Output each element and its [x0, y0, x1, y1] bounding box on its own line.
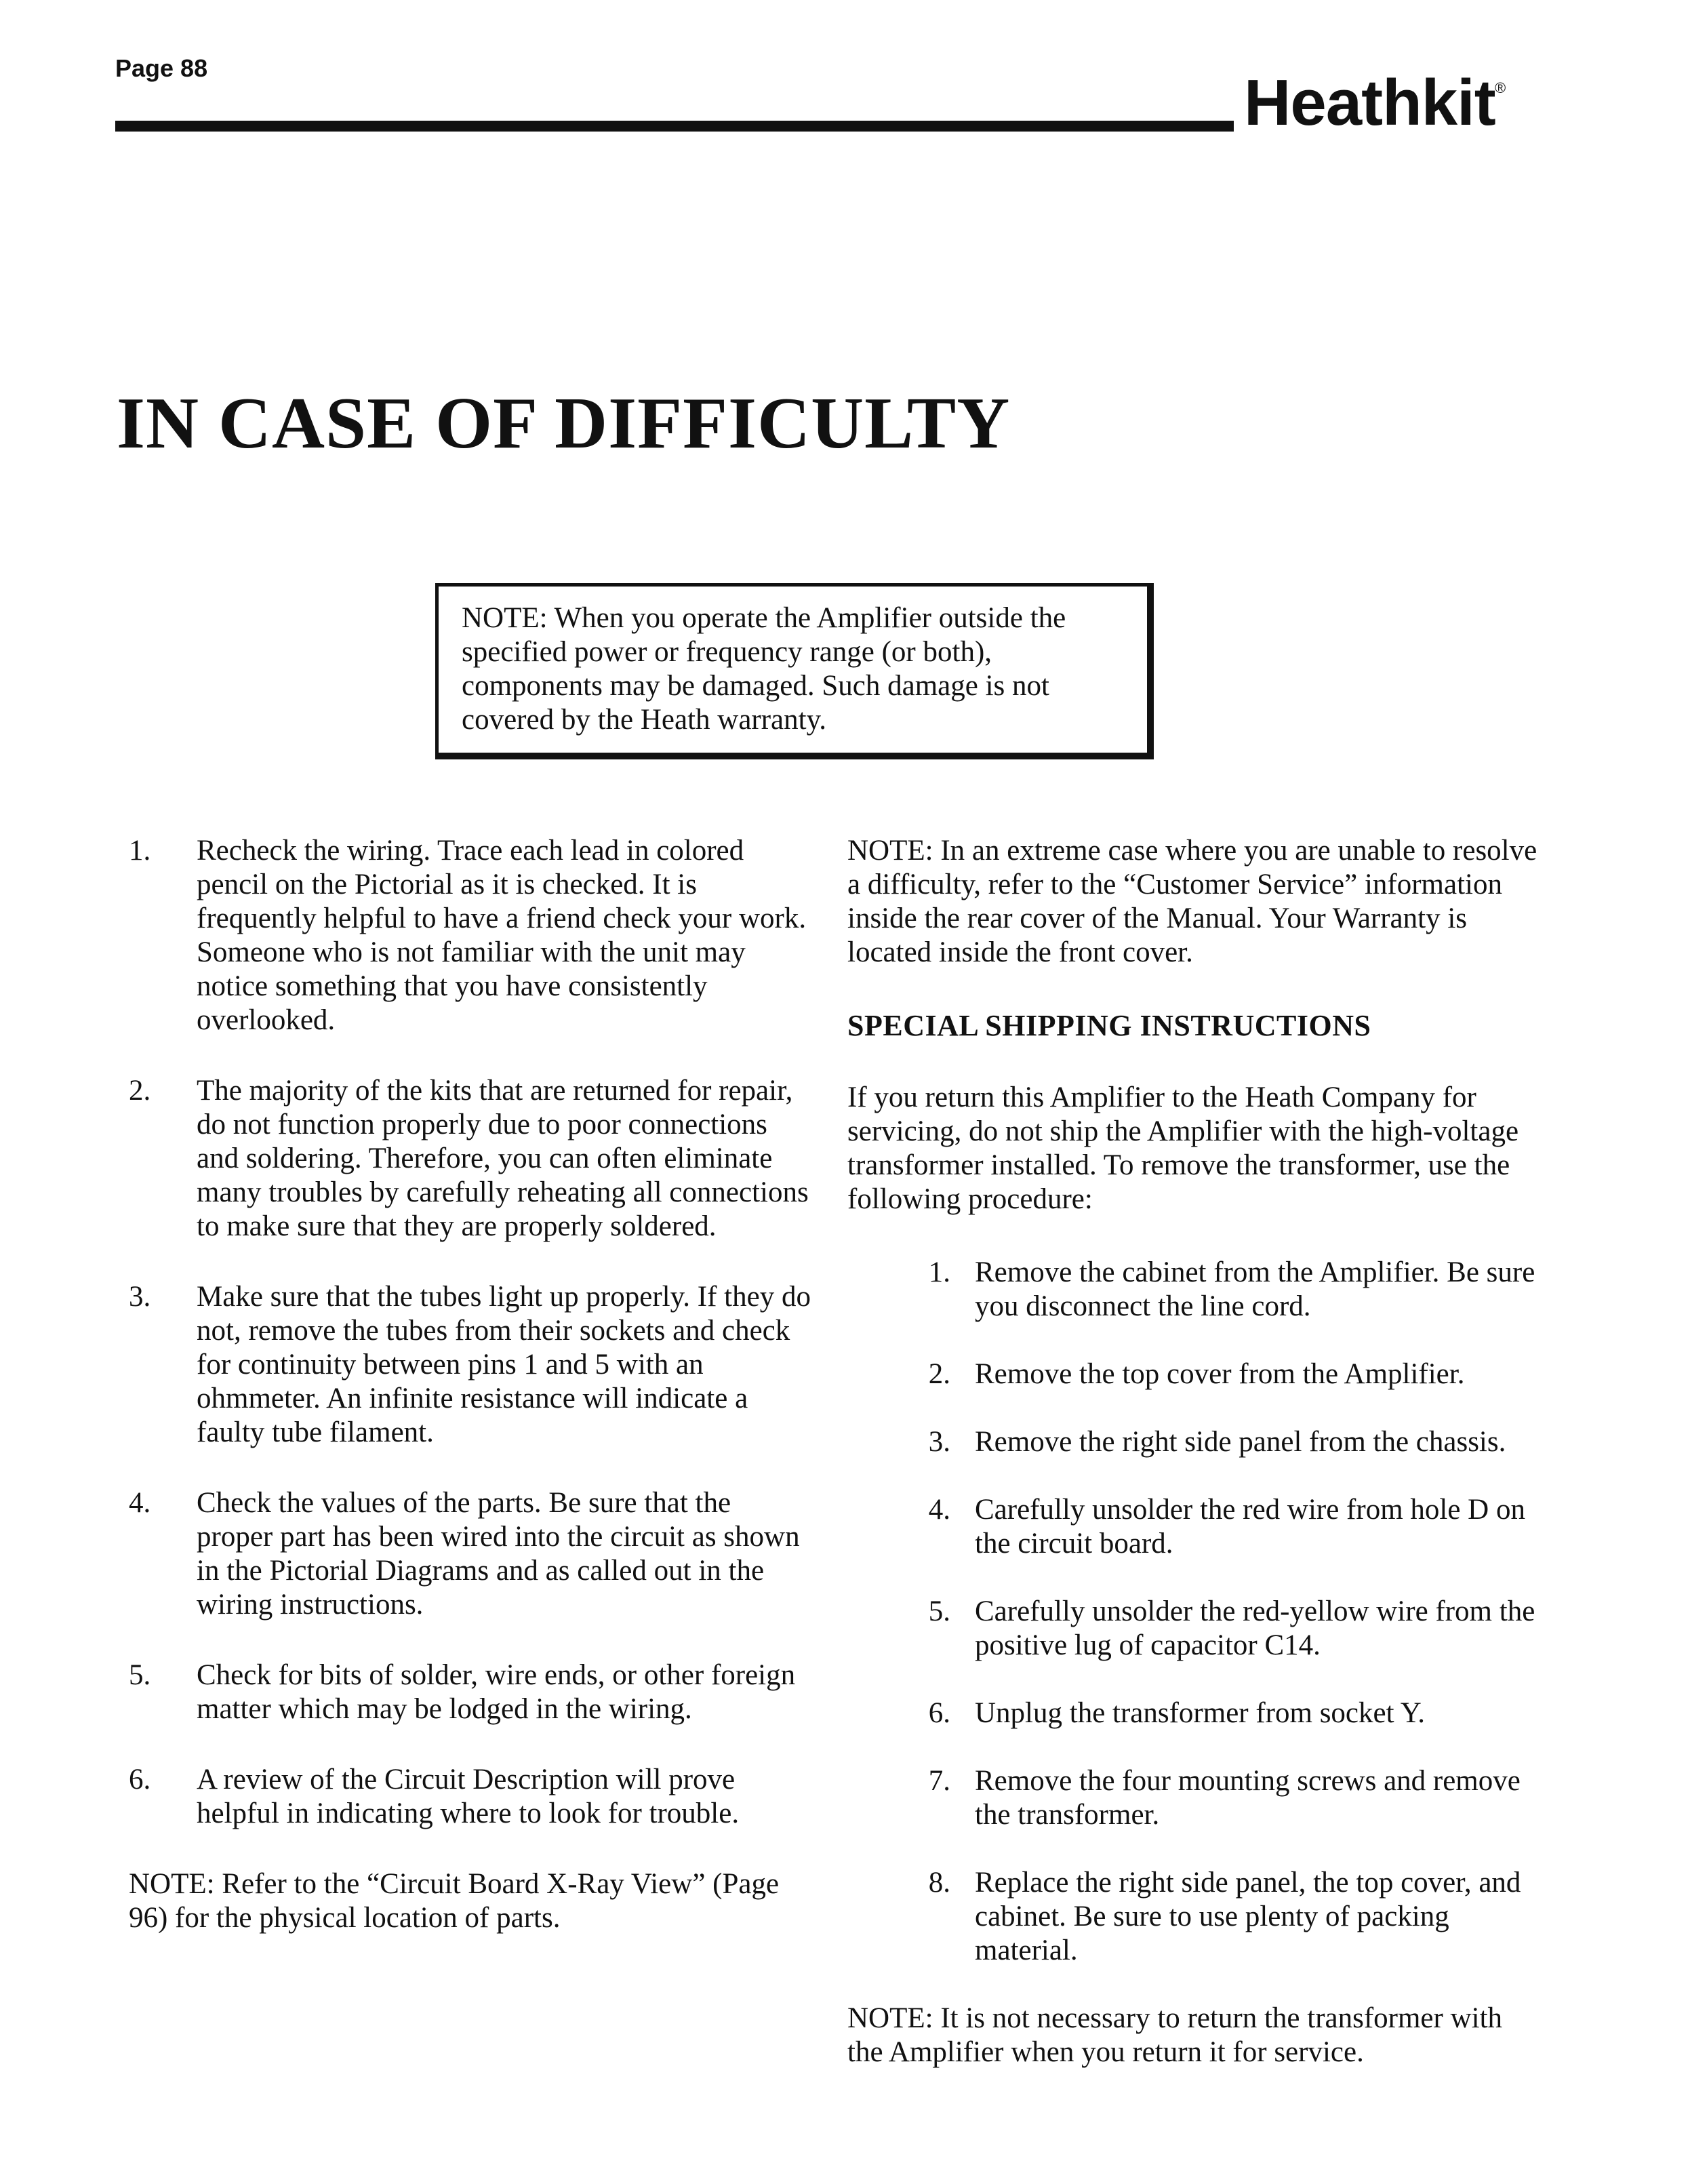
- step-number: 5.: [928, 1595, 950, 1627]
- item-number: 4.: [129, 1487, 151, 1519]
- step-number: 4.: [928, 1494, 950, 1526]
- step-number: 1.: [928, 1256, 950, 1288]
- page-number: Page 88: [115, 54, 208, 82]
- shipping-heading: SPECIAL SHIPPING INSTRUCTIONS: [847, 1009, 1371, 1042]
- item-text: Make sure that the tubes light up properly. If they do not, remove the tubes from their sockets and check for continuity between pins 1 and 5 with an ohmmeter. An infinite resistance will indicate a faulty tube filament.: [197, 1281, 811, 1448]
- checklist-item: [129, 1763, 813, 1831]
- item-text: Check the values of the parts. Be sure that the proper part has been wired into the circuit as shown in the Pictorial Diagrams and as called out in the wiring instructions.: [197, 1487, 800, 1621]
- warning-note-text: NOTE: When you operate the Amplifier outside the specified power or frequency range (or both), components may be damaged. Such damage is not covered by the Heath warranty.: [462, 602, 1066, 736]
- step-text: Carefully unsolder the red wire from hole D on the circuit board.: [975, 1494, 1525, 1560]
- procedure-step: [922, 1256, 1539, 1324]
- item-number: 5.: [129, 1659, 151, 1691]
- procedure-step: [922, 1357, 1539, 1391]
- item-text: A review of the Circuit Description will prove helpful in indicating where to look for trouble.: [197, 1764, 740, 1829]
- item-text: Check for bits of solder, wire ends, or other foreign matter which may be lodged in the wiring.: [197, 1659, 796, 1725]
- item-number: 2.: [129, 1075, 151, 1107]
- item-text: Recheck the wiring. Trace each lead in colored pencil on the Pictorial as it is checked. It is frequently helpful to have a friend check your work. Someone who is not familiar with the unit may notice something that you have consistently overlooked.: [197, 835, 807, 1036]
- item-text: The majority of the kits that are returned for repair, do not function properly due to poor connections and soldering. Therefore, you can often eliminate many troubles by carefully reheating all connections to make sure that they are properly soldered.: [197, 1075, 809, 1242]
- step-text: Remove the four mounting screws and remove the transformer.: [975, 1765, 1521, 1831]
- procedure-step: [922, 1696, 1539, 1730]
- page-title: IN CASE OF DIFFICULTY: [117, 383, 1011, 464]
- procedure-step: [922, 1866, 1539, 1968]
- step-number: 3.: [928, 1426, 950, 1458]
- checklist-item: [129, 1486, 813, 1622]
- procedure-step: [922, 1493, 1539, 1561]
- item-number: 3.: [129, 1281, 151, 1313]
- shipping-column: [847, 834, 1539, 2109]
- procedure-step: [922, 1595, 1539, 1663]
- checklist-item: [129, 834, 813, 1037]
- step-number: 6.: [928, 1697, 950, 1729]
- step-number: 8.: [928, 1867, 950, 1899]
- checklist-item: [129, 1074, 813, 1244]
- item-number: 6.: [129, 1764, 151, 1795]
- checklist-item: [129, 1280, 813, 1450]
- step-text: Remove the cabinet from the Amplifier. Be sure you disconnect the line cord.: [975, 1256, 1535, 1322]
- step-text: Unplug the transformer from socket Y.: [975, 1697, 1425, 1729]
- step-text: Replace the right side panel, the top cover, and cabinet. Be sure to use plenty of packing material.: [975, 1867, 1521, 1966]
- warning-note: [435, 583, 1154, 759]
- procedure-step: [922, 1764, 1539, 1832]
- step-text: Carefully unsolder the red-yellow wire from the positive lug of capacitor C14.: [975, 1595, 1535, 1661]
- procedure-step: [922, 1425, 1539, 1459]
- registered-mark: ®: [1495, 79, 1506, 96]
- step-number: 2.: [928, 1358, 950, 1390]
- shipping-intro: If you return this Amplifier to the Heath Company for servicing, do not ship the Amplifier with the high-voltage transformer installed. To remove the transformer, use the following procedure:: [847, 1081, 1519, 1215]
- customer-service-note: NOTE: In an extreme case where you are unable to resolve a difficulty, refer to the “Customer Service” information inside the rear cover of the Manual. Your Warranty is located inside the front cover.: [847, 835, 1537, 968]
- troubleshooting-column: [129, 834, 813, 1974]
- step-number: 7.: [928, 1765, 950, 1797]
- step-text: Remove the right side panel from the chassis.: [975, 1426, 1506, 1458]
- step-text: Remove the top cover from the Amplifier.: [975, 1358, 1465, 1390]
- brand-logo: Heathkit: [1244, 66, 1495, 139]
- checklist-item: [129, 1659, 813, 1726]
- item-number: 1.: [129, 835, 151, 867]
- xray-view-note: NOTE: Refer to the “Circuit Board X-Ray View” (Page 96) for the physical location of parts.: [129, 1868, 780, 1934]
- closing-note: NOTE: It is not necessary to return the transformer with the Amplifier when you return it for service.: [847, 2002, 1503, 2068]
- header-rule: [115, 121, 1234, 132]
